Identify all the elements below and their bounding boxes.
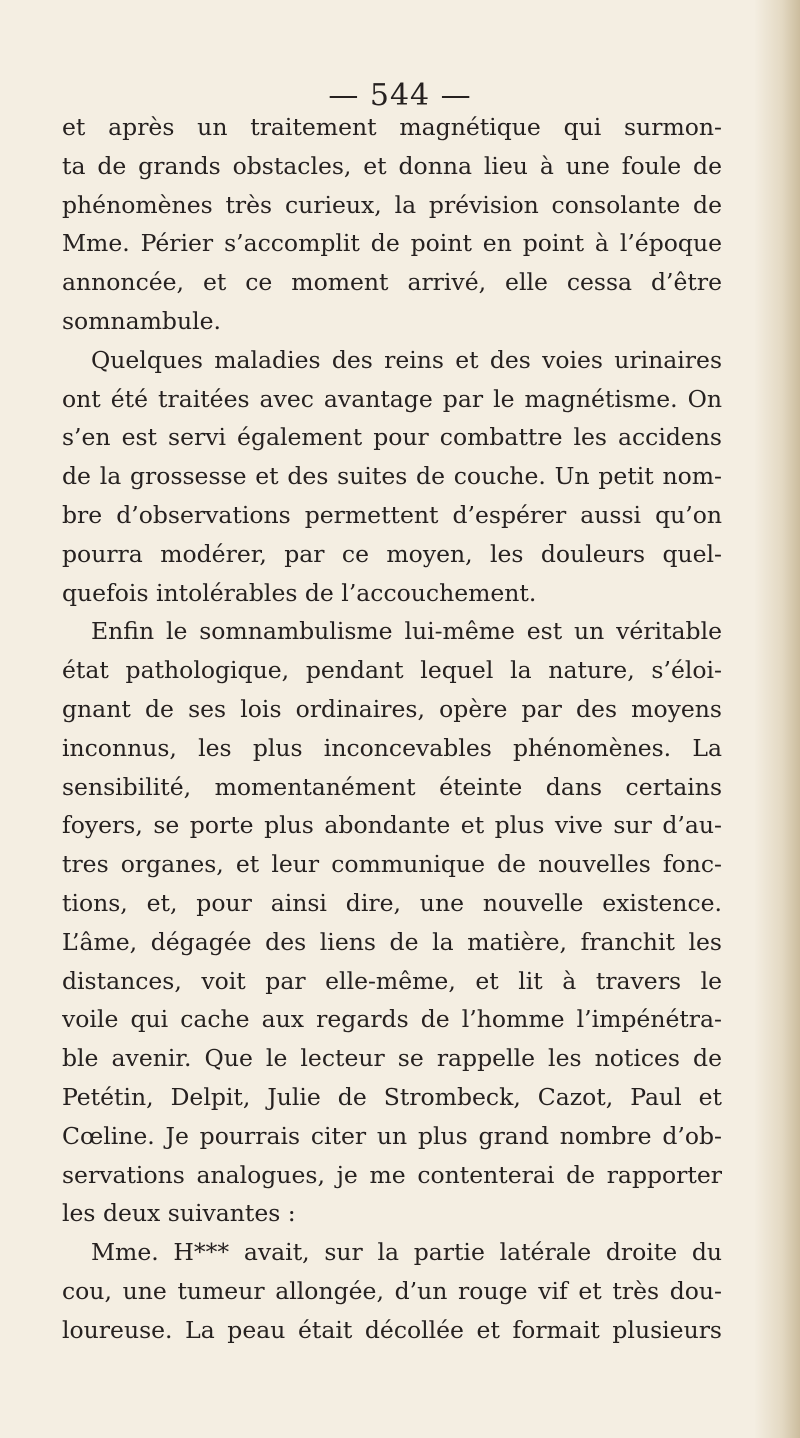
text-line: et après un traitement magnétique qui surmon- (62, 113, 722, 141)
text-line: annoncée, et ce moment arrivé, elle cessa d’être (62, 268, 722, 297)
page-edge-shadow (754, 0, 800, 1438)
text-line: Petétin, Delpit, Julie de Strombeck, Cazot, Paul et (62, 1082, 722, 1111)
text-line: cou, une tumeur allongée, d’un rouge vif et très dou- (62, 1276, 722, 1305)
text-line: état pathologique, pendant lequel la nature, s’éloi- (62, 656, 722, 685)
text-line: Quelques maladies des reins et des voies urinaires (91, 345, 722, 374)
text-line: de la grossesse et des suites de couche. Un petit nom- (62, 462, 722, 491)
text-line: inconnus, les plus inconcevables phénomènes. La (62, 733, 722, 762)
text-line: quefois intolérables de l’accouchement. (62, 578, 537, 607)
text-line: distances, voit par elle-même, et lit à travers le (62, 966, 722, 995)
text-line: Enfin le somnambulisme lui-même est un véritable (91, 617, 722, 646)
text-line: voile qui cache aux regards de l’homme l’impénétra- (62, 1005, 722, 1034)
text-line: bre d’observations permettent d’espérer aussi qu’on (62, 500, 722, 529)
text-line: Mme. Périer s’accomplit de point en point à l’époque (62, 229, 722, 258)
text-line: ble avenir. Que le lecteur se rappelle les notices de (62, 1044, 722, 1073)
text-line: servations analogues, je me contenterai de rapporter (62, 1160, 722, 1189)
text-line: Mme. H*** avait, sur la partie latérale droite du (91, 1238, 722, 1267)
text-line: tions, et, pour ainsi dire, une nouvelle existence. (62, 888, 722, 917)
text-line: pourra modérer, par ce moyen, les douleurs quel- (62, 539, 722, 568)
text-line: tres organes, et leur communique de nouvelles fonc- (62, 850, 722, 879)
text-line: sensibilité, momentanément éteinte dans certains (62, 772, 722, 801)
text-line: L’âme, dégagée des liens de la matière, franchit les (62, 927, 722, 956)
text-line: ta de grands obstacles, et donna lieu à une foule de (62, 151, 722, 180)
body-text (62, 108, 722, 1350)
page-number: — 544 — (328, 78, 472, 113)
text-line: gnant de ses lois ordinaires, opère par des moyens (62, 694, 722, 723)
text-line: les deux suivantes : (62, 1199, 296, 1228)
text-line: foyers, se porte plus abondante et plus vive sur d’au- (62, 811, 722, 840)
text-line: somnambule. (62, 306, 221, 335)
text-line: phénomènes très curieux, la prévision consolante de (62, 190, 722, 219)
text-line: Cœline. Je pourrais citer un plus grand nombre d’ob- (62, 1121, 722, 1150)
text-line: ont été traitées avec avantage par le magnétisme. On (62, 384, 722, 413)
text-line: s’en est servi également pour combattre les accidens (62, 423, 722, 452)
text-line: loureuse. La peau était décollée et formait plusieurs (62, 1315, 722, 1344)
